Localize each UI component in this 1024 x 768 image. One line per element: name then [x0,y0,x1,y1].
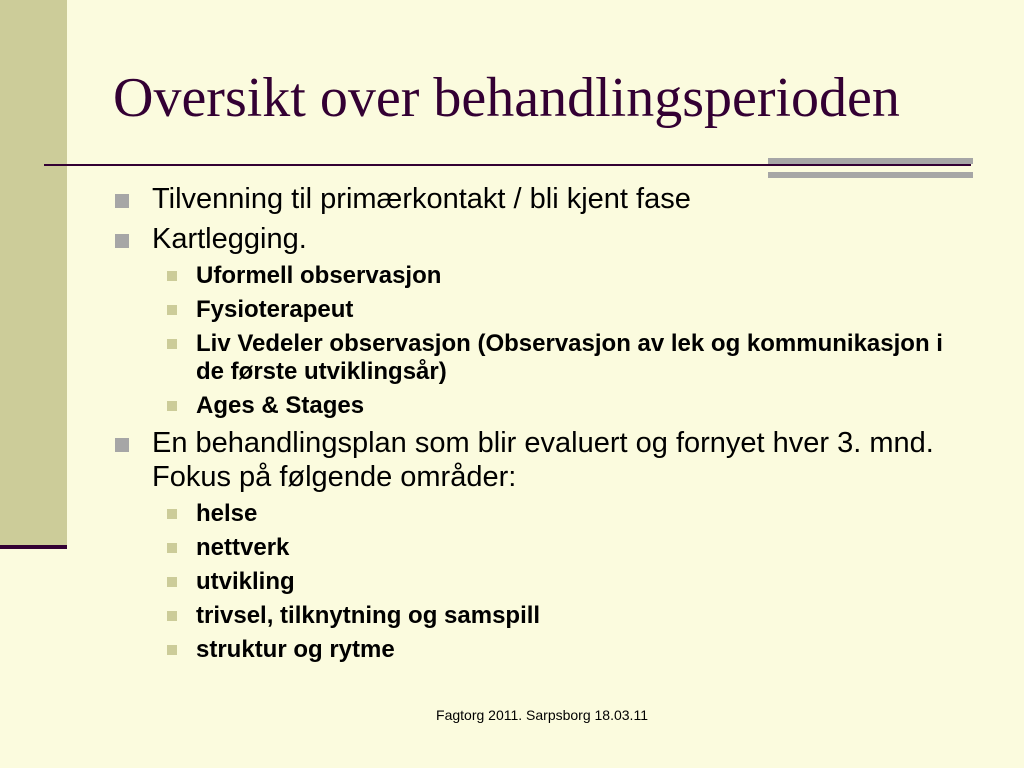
sub-bullet-item [112,330,972,386]
bullet-text: Kartlegging. [152,223,307,255]
small-square-bullet-icon [167,611,177,621]
square-bullet-icon [115,234,129,248]
sub-bullet-item [112,392,972,420]
slide-body [112,182,972,670]
slide-title: Oversikt over behandlingsperioden [113,67,900,129]
sub-bullet-item [112,602,972,630]
small-square-bullet-icon [167,577,177,587]
small-square-bullet-icon [167,509,177,519]
sub-bullet-item [112,568,972,596]
slide-footer: Fagtorg 2011. Sarpsborg 18.03.11 [436,707,648,723]
left-bar-underline [0,545,67,549]
sub-bullet-item [112,500,972,528]
sub-bullet-item [112,636,972,664]
small-square-bullet-icon [167,271,177,281]
bullet-item [112,222,972,256]
title-accent-bar-bottom [768,172,973,178]
left-decorative-bar [0,0,67,545]
sub-bullet-text: trivsel, tilknytning og samspill [196,602,541,629]
small-square-bullet-icon [167,645,177,655]
title-divider [44,164,971,166]
sub-bullet-text: utvikling [196,568,295,595]
sub-bullet-text: struktur og rytme [196,636,395,663]
square-bullet-icon [115,438,129,452]
bullet-item [112,182,972,216]
sub-bullet-text: Ages & Stages [196,392,365,419]
bullet-item [112,426,972,494]
bullet-text: Tilvenning til primærkontakt / bli kjent fase [152,183,691,215]
sub-bullet-text: helse [196,500,258,527]
sub-bullet-text: Uformell observasjon [196,262,442,289]
sub-bullet-item [112,262,972,290]
small-square-bullet-icon [167,339,177,349]
sub-bullet-text: Fysioterapeut [196,296,354,323]
bullet-text: En behandlingsplan som blir evaluert og fornyet hver 3. mnd. Fokus på følgende områder: [152,427,934,493]
square-bullet-icon [115,194,129,208]
sub-bullet-list [112,500,972,664]
small-square-bullet-icon [167,305,177,315]
sub-bullet-text: Liv Vedeler observasjon (Observasjon av lek og kommunikasjon i de første utviklingsår) [196,330,943,385]
sub-bullet-item [112,534,972,562]
sub-bullet-list [112,262,972,420]
small-square-bullet-icon [167,401,177,411]
sub-bullet-text: nettverk [196,534,290,561]
sub-bullet-item [112,296,972,324]
small-square-bullet-icon [167,543,177,553]
